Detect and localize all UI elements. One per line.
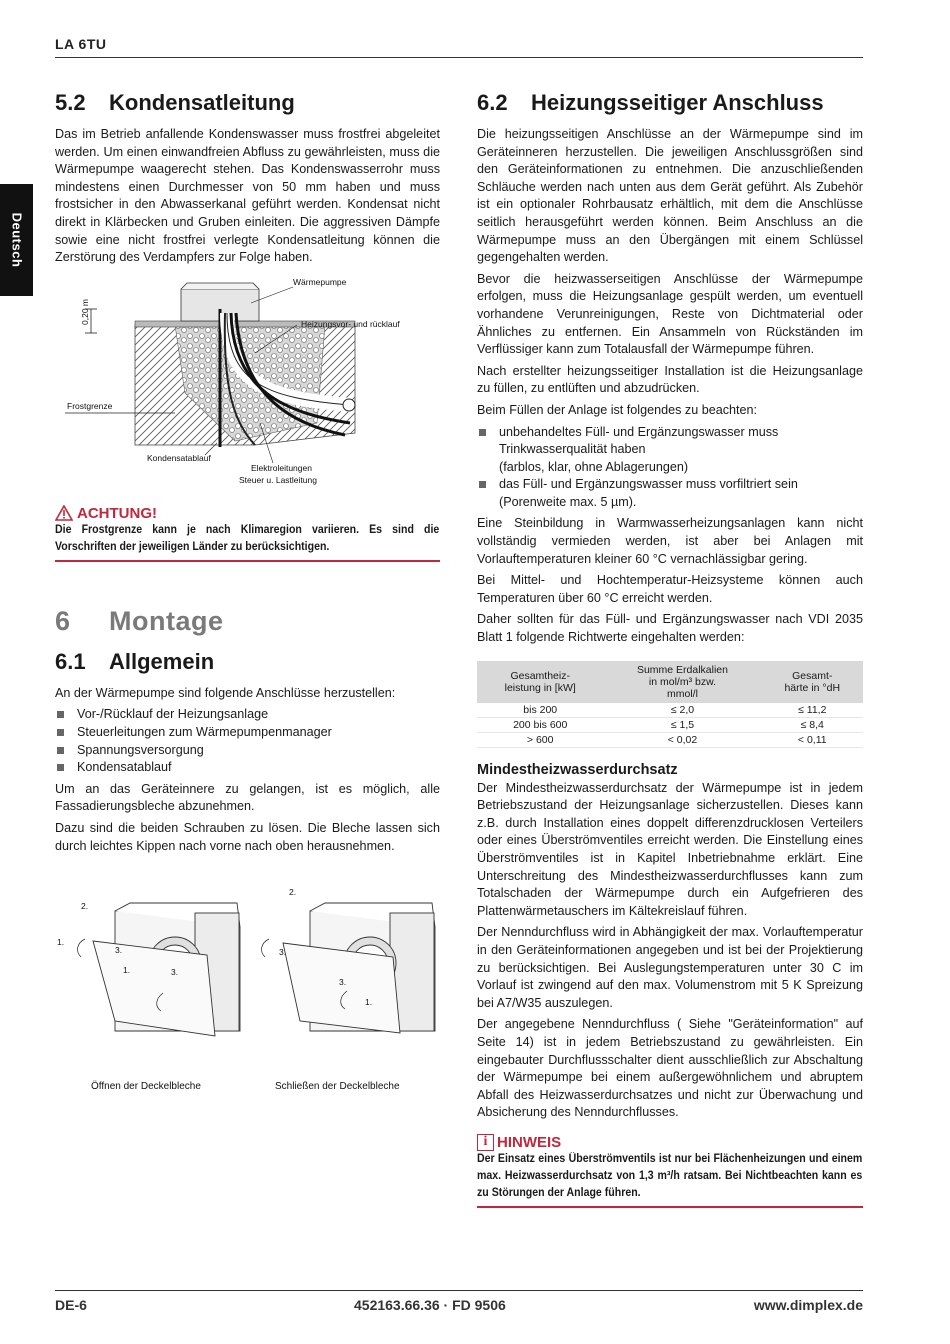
table-header: Gesamtheiz- leistung in [kW] (477, 661, 603, 703)
section-6-1-intro: An der Wärmepumpe sind folgende Anschlüsse herzustellen: (55, 685, 396, 700)
list-item: Kondensatablauf (55, 759, 440, 777)
info-icon: i (477, 1134, 494, 1151)
page-header (55, 36, 863, 58)
document-number: 452163.66.36 · FD 9506 (354, 1297, 506, 1313)
step-label: 1. (365, 997, 373, 1008)
left-column (55, 90, 440, 1111)
warning-box (55, 505, 440, 562)
label-waermepumpe: Wärmepumpe (293, 276, 347, 287)
label-height: 0,20 m (80, 298, 90, 325)
filling-list (477, 424, 863, 512)
condensate-figure (55, 273, 440, 497)
section-6-2-p7: Daher sollten für das Füll- und Ergänzungswasser nach VDI 2035 Blatt 1 folgende Richtwerte eingehalten werden: (477, 612, 863, 645)
step-label: 2. (289, 887, 297, 898)
section-6-1-p3: Dazu sind die beiden Schrauben zu lösen. Die Bleche lassen sich durch leichtes Kippen nach vorne nach oben herausnehmen. (55, 820, 440, 853)
section-6-2-p1: Die heizungsseitigen Anschlüsse an der Wärmepumpe sind im Geräteinneren herzustellen. Die jeweiligen Anschlussgrößen sind den Geräteinformationen zu entnehmen. Die anzuschließenden Schläuche werden nach unten aus dem Gerät geführt. Als Zubehör ist ein optionaler Rohrbausatz erhältlich, mit dem die Anschlüsse seitlich herausgeführt werden können. Beim Anschluss an die Wärmepumpe muss an den Übergängen mit einem Schlüssel gegengehalten werden. (477, 127, 863, 265)
step-label: 1. (123, 965, 131, 976)
language-tab (0, 184, 33, 296)
list-item: unbehandeltes Füll- und Ergänzungswasser muss Trinkwasserqualität haben (farblos, klar, ohne Ablagerungen) (477, 424, 863, 477)
hint-box (477, 1134, 863, 1208)
step-label: 1. (57, 937, 65, 948)
hint-text: Der Einsatz eines Überströmventils ist nur bei Flächenheizungen und einem max. Heizwasserdurchsatz von 1,3 m³/h ratsam. Bei Nichtbeachten kann es zu Störungen der Anlage führen. (477, 1152, 863, 1199)
warning-icon (55, 505, 73, 521)
page-number: DE-6 (55, 1297, 87, 1313)
label-elektro: Elektroleitungen (251, 462, 312, 473)
chapter-6-heading: 6 Montage (55, 605, 224, 636)
hint-title: i HINWEIS (477, 1134, 863, 1151)
step-label: 3. (171, 967, 179, 978)
section-6-2-p4: Beim Füllen der Anlage ist folgendes zu beachten: (477, 402, 758, 417)
table-header: Summe Erdalkalien in mol/m³ bzw. mmol/l (603, 661, 761, 703)
caption-close: Schließen der Deckelbleche (275, 1081, 400, 1093)
warning-text: Die Frostgrenze kann je nach Klimaregion variieren. Es sind die Vorschriften der jeweiligen Länder zu berücksichtigen. (55, 523, 440, 553)
cover-plate-figure (55, 881, 440, 1111)
mindest-p3: Der angegebene Nenndurchfluss ( Siehe "Geräteinformation" auf Seite 14) ist in jedem Betriebszustand zu gewährleisten. Ein eingebauter Durchflussschalter dient ausschließlich zur Abschaltung der Wärmepumpe bei einem außergewöhnlichem und abruptem Abfall des Heizwasserdurchsatzes und nicht zur Überwachung und Absicherung des Nenndurchflusses. (477, 1017, 863, 1120)
step-label: 3. (279, 947, 287, 958)
website-link[interactable]: www.dimplex.de (753, 1297, 863, 1313)
water-hardness-table (477, 661, 863, 748)
list-item: Steuerleitungen zum Wärmepumpenmanager (55, 724, 440, 742)
mindest-p2: Der Nenndurchfluss wird in Abhängigkeit der max. Vorlauftemperatur in den Geräteinformationen angegeben und ist bei der Projektierung zu berücksichtigen. Bei Auslegungstemperaturen unter 30 C im Vorlauf ist zwingend auf den max. Volumenstrom mit 5 K Spreizung bei A7/W35 auszulegen. (477, 925, 863, 1010)
step-label: 3. (339, 977, 347, 988)
list-item: Spannungsversorgung (55, 742, 440, 760)
section-6-1-p2: Um an das Geräteinnere zu gelangen, ist es möglich, alle Fassadierungsbleche abzunehmen. (55, 781, 440, 814)
section-5-2-heading: 5.2 Kondensatleitung (55, 90, 295, 115)
caption-open: Öffnen der Deckelbleche (91, 1081, 201, 1093)
list-item: das Füll- und Ergänzungswasser muss vorfiltriert sein (Porenweite max. 5 µm). (477, 476, 863, 511)
section-6-2-heading: 6.2 Heizungsseitiger Anschluss (477, 90, 824, 115)
page-footer (55, 1290, 863, 1313)
section-6-2-p3: Nach erstellter heizungsseitiger Installation ist die Heizungsanlage zu füllen, zu entlüften und abzudrücken. (477, 363, 863, 396)
table-row: bis 200 ≤ 2,0 ≤ 11,2 (477, 703, 863, 718)
step-label: 2. (81, 901, 89, 912)
table-row: > 600 < 0,02 < 0,11 (477, 732, 863, 747)
section-6-2-p2: Bevor die heizwasserseitigen Anschlüsse der Wärmepumpe erfolgen, muss die Heizungsanlage gespült werden, um eventuell vorhandene Verunreinigungen, Reste von Dichtmaterial oder Ähnliches zu entfernen. Ein Ansammeln von Rückständen im Verflüssiger kann zum Totalausfall der Wärmepumpe führen. (477, 271, 863, 357)
cover-plate-diagram (55, 881, 440, 1101)
section-5-2-text: Das im Betrieb anfallende Kondenswasser muss frostfrei abgeleitet werden. Um einen einwandfreien Abfluss zu gewährleisten, muss die Wärmepumpe waagerecht stehen. Das Kondenswasserrohr muss mindestens einen Durchmesser von 50 mm haben und muss frostsicher in den Abwasserkanal geführt werden. Kondensat nicht direkt in Klärbecken und Gruben einleiten. Die aggressiven Dämpfe sowie eine nicht frostfrei verlegte Kondensatleitung können die Zerstörung des Verdampfers zur Folge haben. (55, 127, 440, 265)
section-6-1-heading: 6.1 Allgemein (55, 648, 215, 674)
connections-list (55, 706, 440, 776)
header-title: LA 6TU (55, 36, 107, 52)
section-6-2-p6: Bei Mittel- und Hochtemperatur-Heizsysteme können auch Temperaturen über 60 °C erreicht werden. (477, 573, 863, 605)
warning-title: ACHTUNG! (55, 505, 440, 522)
label-steuer: Steuer u. Lastleitung (239, 474, 317, 485)
table-header-row (477, 661, 863, 703)
step-label: 3. (115, 945, 123, 956)
mindest-p1: Der Mindestheizwasserdurchsatz der Wärmepumpe ist in jedem Betriebszustand der Heizungsanlage sicherzustellen. Dieses kann z.B. durch Installation eines doppelt differenzdrucklosen Verteilers oder eines Überströmventiles erreicht werden. Die Einstellung eines Überströmventiles ist in Kapitel Inbetriebnahme erklärt. Eine Unterschreitung des Mindestheizwasserdurchflusses kann zum Totalschaden der Wärmepumpe durch ein Aufgefrieren des Plattenwärmetauschers im Kältekreislauf führen. (477, 780, 863, 918)
label-kondensatablauf: Kondensatablauf (147, 452, 211, 463)
mindest-heading: Mindestheizwasserdurchsatz (477, 761, 678, 778)
label-heizung: Heizungsvor- und rücklauf (301, 318, 400, 329)
language-tab-label: Deutsch (9, 212, 24, 268)
table-header: Gesamt- härte in °dH (762, 661, 863, 703)
label-frostgrenze: Frostgrenze (67, 400, 113, 411)
right-column (477, 90, 863, 1208)
condensate-diagram (55, 273, 440, 497)
list-item: Vor-/Rücklauf der Heizungsanlage (55, 706, 440, 724)
section-6-2-p5: Eine Steinbildung in Warmwasserheizungsanlagen kann nicht vollständig vermieden werden, ist aber bei Anlagen mit Vorlauftemperaturen kleiner 60 °C vernachlässigbar gering. (477, 516, 863, 566)
table-row: 200 bis 600 ≤ 1,5 ≤ 8,4 (477, 717, 863, 732)
